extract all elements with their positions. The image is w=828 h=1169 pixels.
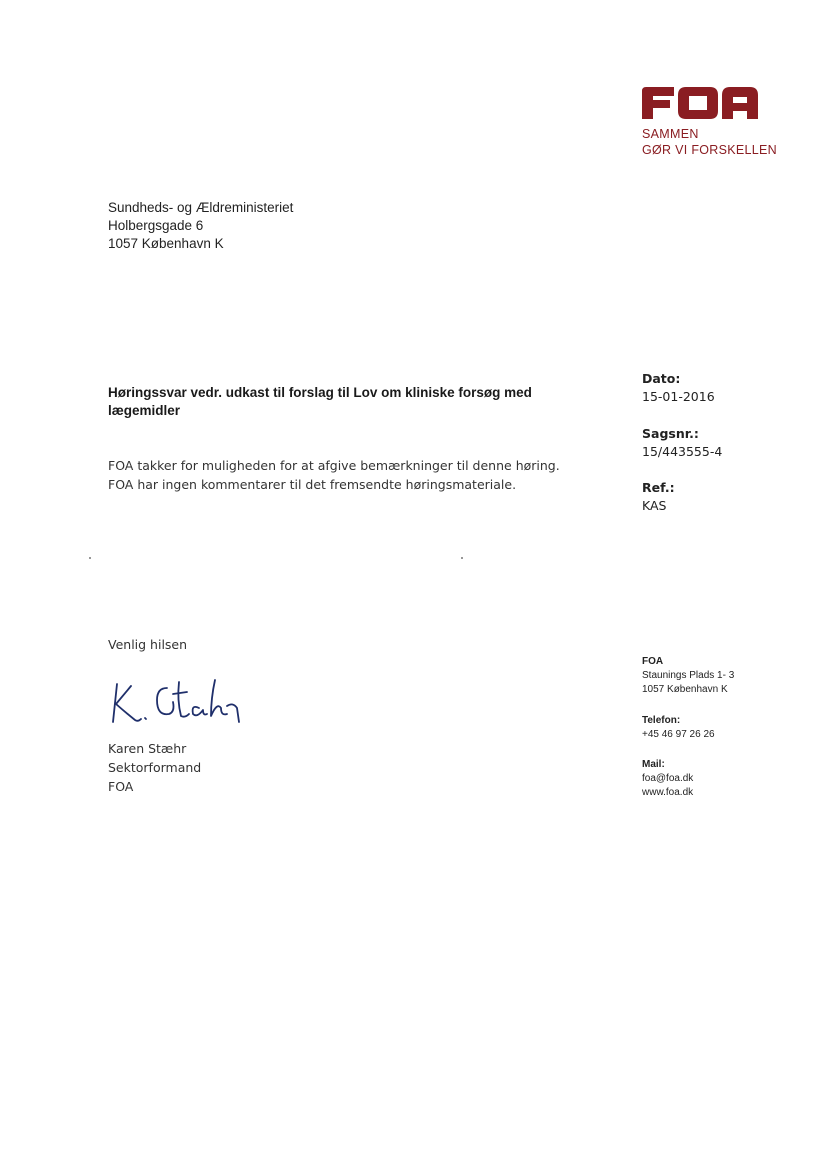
signer-block: [108, 739, 201, 796]
foa-logo: [640, 85, 760, 121]
contact-address: [642, 655, 734, 697]
ref-value: KAS: [642, 498, 667, 513]
date-label: Dato:: [642, 371, 681, 386]
contact-mail: [642, 758, 693, 800]
contact-phone: [642, 714, 715, 742]
contact-org-name: FOA: [642, 656, 664, 667]
recipient-street: Holbergsgade 6: [108, 218, 204, 233]
signer-title: Sektorformand: [108, 760, 202, 775]
logo-tagline: [642, 126, 777, 158]
phone-value: +45 46 97 26 26: [642, 729, 715, 740]
recipient-name: Sundheds- og Ældreministeriet: [108, 200, 294, 215]
recipient-city: 1057 København K: [108, 236, 224, 251]
letter-subject: Høringssvar vedr. udkast til forslag til Lov om kliniske forsøg med lægemidler: [108, 385, 532, 418]
closing-greeting: Venlig hilsen: [108, 637, 188, 652]
signer-name: Karen Stæhr: [108, 741, 187, 756]
recipient-address: [108, 199, 293, 253]
body-paragraph-1: FOA takker for muligheden for at afgive bemærkninger til denne høring.: [108, 458, 560, 473]
website-link[interactable]: www.foa.dk: [642, 787, 694, 798]
meta-date: [642, 370, 715, 406]
scan-speck: [89, 557, 91, 559]
body-paragraph-2: FOA har ingen kommentarer til det fremsendte høringsmateriale.: [108, 477, 517, 492]
mail-label: Mail:: [642, 759, 665, 770]
scan-speck: [461, 557, 463, 559]
email-link[interactable]: foa@foa.dk: [642, 773, 694, 784]
ref-label: Ref.:: [642, 480, 675, 495]
phone-label: Telefon:: [642, 715, 681, 726]
meta-reference: [642, 479, 675, 515]
tagline-line-1: SAMMEN: [642, 127, 699, 141]
signer-org: FOA: [108, 779, 134, 794]
handwritten-signature: [105, 672, 245, 730]
letter-body: [108, 456, 560, 494]
tagline-line-2: GØR VI FORSKELLEN: [642, 143, 777, 157]
contact-street: Staunings Plads 1- 3: [642, 670, 735, 681]
meta-case-number: [642, 425, 722, 461]
contact-city: 1057 København K: [642, 684, 728, 695]
case-label: Sagsnr.:: [642, 426, 699, 441]
case-value: 15/443555-4: [642, 444, 723, 459]
date-value: 15-01-2016: [642, 389, 715, 404]
